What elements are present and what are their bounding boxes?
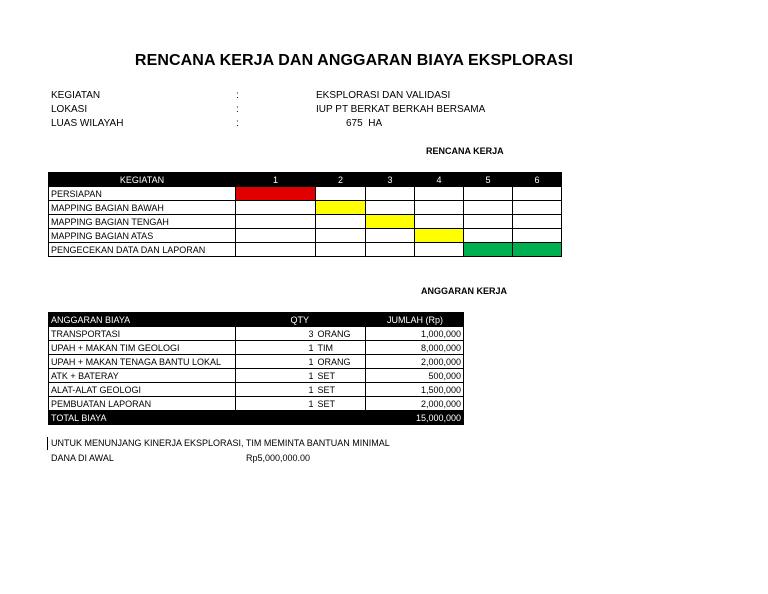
budget-row-item: TRANSPORTASI bbox=[49, 327, 236, 341]
plan-row bbox=[49, 187, 562, 201]
plan-row-label: MAPPING BAGIAN ATAS bbox=[49, 229, 236, 243]
plan-header-month-3: 3 bbox=[366, 173, 415, 187]
plan-cell-month-3 bbox=[366, 201, 415, 215]
plan-header-kegiatan: KEGIATAN bbox=[49, 173, 236, 187]
plan-cell-month-6 bbox=[513, 201, 562, 215]
note-cell-border bbox=[47, 437, 48, 450]
plan-header-row bbox=[49, 173, 562, 187]
plan-cell-month-1 bbox=[236, 201, 316, 215]
info-label-luas: LUAS WILAYAH bbox=[51, 118, 124, 129]
budget-row-amount: 2,000,000 bbox=[366, 397, 464, 411]
plan-cell-month-6 bbox=[513, 187, 562, 201]
budget-row bbox=[49, 341, 464, 355]
plan-row bbox=[49, 201, 562, 215]
budget-row-unit: SET bbox=[316, 369, 366, 383]
plan-header-month-5: 5 bbox=[464, 173, 513, 187]
info-label-kegiatan: KEGIATAN bbox=[51, 90, 101, 101]
plan-cell-month-6 bbox=[513, 243, 562, 257]
plan-cell-month-2 bbox=[316, 243, 366, 257]
budget-row-unit: SET bbox=[316, 383, 366, 397]
plan-cell-month-1 bbox=[236, 187, 316, 201]
plan-cell-month-3 bbox=[366, 215, 415, 229]
plan-row bbox=[49, 229, 562, 243]
budget-row-unit: SET bbox=[316, 397, 366, 411]
plan-cell-month-3 bbox=[366, 243, 415, 257]
note-value: Rp5,000,000.00 bbox=[246, 453, 311, 463]
budget-row bbox=[49, 355, 464, 369]
plan-row bbox=[49, 215, 562, 229]
plan-row-label: PENGECEKAN DATA DAN LAPORAN bbox=[49, 243, 236, 257]
plan-cell-month-4 bbox=[415, 243, 464, 257]
plan-cell-month-5 bbox=[464, 187, 513, 201]
plan-table bbox=[48, 172, 562, 257]
plan-cell-month-5 bbox=[464, 215, 513, 229]
budget-row-item: ATK + BATERAY bbox=[49, 369, 236, 383]
plan-header-month-2: 2 bbox=[316, 173, 366, 187]
page-title: RENCANA KERJA DAN ANGGARAN BIAYA EKSPLORASI bbox=[134, 52, 574, 69]
budget-row-unit: ORANG bbox=[316, 355, 366, 369]
plan-row-label: PERSIAPAN bbox=[49, 187, 236, 201]
budget-row bbox=[49, 369, 464, 383]
info-sep-kegiatan: : bbox=[236, 90, 239, 101]
plan-header-month-1: 1 bbox=[236, 173, 316, 187]
note-label: DANA DI AWAL bbox=[51, 453, 114, 463]
info-value-luas: 675 HA bbox=[346, 118, 383, 129]
budget-row-qty: 1 bbox=[236, 341, 316, 355]
plan-cell-month-3 bbox=[366, 187, 415, 201]
plan-cell-month-3 bbox=[366, 229, 415, 243]
plan-cell-month-2 bbox=[316, 215, 366, 229]
budget-row bbox=[49, 383, 464, 397]
budget-row-item: PEMBUATAN LAPORAN bbox=[49, 397, 236, 411]
plan-cell-month-6 bbox=[513, 229, 562, 243]
info-sep-lokasi: : bbox=[236, 104, 239, 115]
budget-heading: ANGGARAN KERJA bbox=[421, 286, 508, 296]
budget-row bbox=[49, 397, 464, 411]
budget-row-item: UPAH + MAKAN TIM GEOLOGI bbox=[49, 341, 236, 355]
plan-header-month-6: 6 bbox=[513, 173, 562, 187]
budget-row-item: UPAH + MAKAN TENAGA BANTU LOKAL bbox=[49, 355, 236, 369]
info-sep-luas: : bbox=[236, 118, 239, 129]
info-label-lokasi: LOKASI bbox=[51, 104, 88, 115]
plan-row bbox=[49, 243, 562, 257]
budget-row-qty: 3 bbox=[236, 327, 316, 341]
budget-row-unit: ORANG bbox=[316, 327, 366, 341]
plan-cell-month-1 bbox=[236, 243, 316, 257]
plan-header-month-4: 4 bbox=[415, 173, 464, 187]
budget-row-amount: 2,000,000 bbox=[366, 355, 464, 369]
plan-cell-month-1 bbox=[236, 229, 316, 243]
budget-row-amount: 8,000,000 bbox=[366, 341, 464, 355]
budget-total-amount: 15,000,000 bbox=[366, 411, 464, 425]
plan-cell-month-4 bbox=[415, 201, 464, 215]
budget-header-qty: QTY bbox=[236, 313, 316, 327]
plan-cell-month-2 bbox=[316, 187, 366, 201]
info-value-kegiatan: EKSPLORASI DAN VALIDASI bbox=[316, 90, 451, 101]
plan-cell-month-6 bbox=[513, 215, 562, 229]
budget-table bbox=[48, 312, 464, 425]
plan-heading: RENCANA KERJA bbox=[426, 146, 504, 156]
info-value-lokasi: IUP PT BERKAT BERKAH BERSAMA bbox=[316, 104, 486, 115]
budget-row bbox=[49, 327, 464, 341]
plan-cell-month-4 bbox=[415, 229, 464, 243]
budget-row-qty: 1 bbox=[236, 369, 316, 383]
budget-row-qty: 1 bbox=[236, 397, 316, 411]
budget-row-qty: 1 bbox=[236, 355, 316, 369]
plan-row-label: MAPPING BAGIAN BAWAH bbox=[49, 201, 236, 215]
budget-row-amount: 1,500,000 bbox=[366, 383, 464, 397]
budget-row-unit: TIM bbox=[316, 341, 366, 355]
budget-header-row bbox=[49, 313, 464, 327]
budget-row-amount: 1,000,000 bbox=[366, 327, 464, 341]
budget-total-row bbox=[49, 411, 464, 425]
plan-cell-month-5 bbox=[464, 243, 513, 257]
plan-cell-month-5 bbox=[464, 229, 513, 243]
budget-row-amount: 500,000 bbox=[366, 369, 464, 383]
budget-total-label: TOTAL BIAYA bbox=[49, 411, 236, 425]
plan-cell-month-4 bbox=[415, 215, 464, 229]
note-text: UNTUK MENUNJANG KINERJA EKSPLORASI, TIM MEMINTA BANTUAN MINIMAL bbox=[51, 438, 390, 448]
budget-row-item: ALAT-ALAT GEOLOGI bbox=[49, 383, 236, 397]
plan-cell-month-1 bbox=[236, 215, 316, 229]
budget-row-qty: 1 bbox=[236, 383, 316, 397]
plan-row-label: MAPPING BAGIAN TENGAH bbox=[49, 215, 236, 229]
plan-cell-month-2 bbox=[316, 229, 366, 243]
budget-header-amount: JUMLAH (Rp) bbox=[366, 313, 464, 327]
plan-cell-month-2 bbox=[316, 201, 366, 215]
plan-cell-month-4 bbox=[415, 187, 464, 201]
budget-header-item: ANGGARAN BIAYA bbox=[49, 313, 236, 327]
plan-cell-month-5 bbox=[464, 201, 513, 215]
